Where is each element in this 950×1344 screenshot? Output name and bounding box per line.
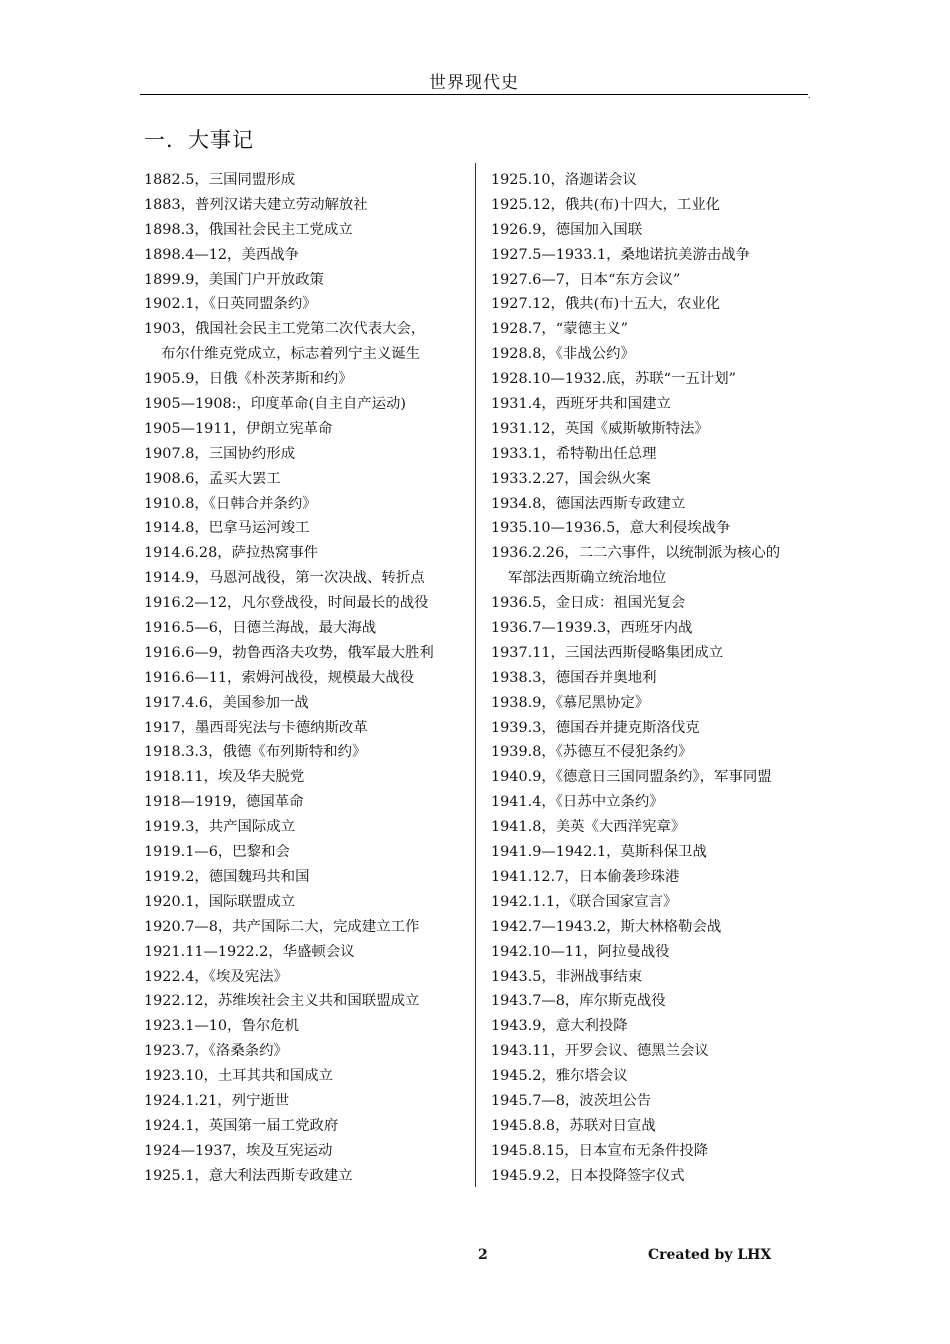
event-entry: 1941.4，《日苏中立条约》	[491, 794, 664, 811]
events-column-right	[491, 168, 813, 1189]
event-entry: 1882.5，三国同盟形成	[144, 172, 296, 188]
event-entry: 1908.6，孟买大罢工	[144, 470, 281, 487]
event-entry: 1931.12，英国《威斯敏斯特法》	[491, 420, 709, 437]
event-entry: 1923.1—10，鲁尔危机	[144, 1018, 300, 1035]
event-entry: 1939.3，德国吞并捷克斯洛伐克	[491, 719, 700, 736]
event-entry: 1917，墨西哥宪法与卡德纳斯改革	[144, 719, 368, 736]
page-number: 2	[478, 1247, 488, 1263]
event-entry: 1943.9，意大利投降	[491, 1018, 628, 1035]
event-entry: 1883，普列汉诺夫建立劳动解放社	[144, 196, 368, 213]
event-entry: 1941.9—1942.1，莫斯科保卫战	[491, 844, 707, 861]
event-entry: 1934.8，德国法西斯专政建立	[491, 495, 686, 512]
event-entry: 1916.2—12，凡尔登战役，时间最长的战役	[144, 595, 429, 612]
event-entry: 1918—1919，德国革命	[144, 794, 304, 811]
column-divider	[475, 163, 476, 1187]
event-entry: 1927.6—7，日本“东方会议”	[491, 271, 681, 288]
event-entry: 1902.1，《日英同盟条约》	[144, 296, 317, 313]
event-entry: 1924.1.21，列宁逝世	[144, 1092, 290, 1109]
event-entry: 1938.9，《慕尼黑协定》	[491, 694, 650, 711]
event-entry: 1920.1，国际联盟成立	[144, 893, 296, 910]
event-entry: 1921.11—1922.2，华盛顿会议	[144, 943, 355, 960]
event-entry: 1945.2，雅尔塔会议	[491, 1068, 628, 1085]
header-rule	[140, 94, 808, 95]
event-entry-continuation: 布尔什维克党成立，标志着列宁主义诞生	[161, 346, 421, 363]
event-entry: 1925.12，俄共(布)十四大，工业化	[491, 196, 721, 213]
event-entry: 1905.9，日俄《朴茨茅斯和约》	[144, 371, 353, 388]
event-entry: 1899.9，美国门户开放政策	[144, 271, 324, 288]
event-entry: 1924.1，英国第一届工党政府	[144, 1117, 339, 1134]
event-entry: 1942.1.1，《联合国家宣言》	[491, 893, 678, 910]
event-entry: 1910.8，《日韩合并条约》	[144, 495, 317, 512]
event-entry: 1919.1—6，巴黎和会	[144, 844, 290, 861]
event-entry: 1936.2.26，二二六事件，以统制派为核心的	[491, 545, 781, 562]
event-entry: 1926.9，德国加入国联	[491, 221, 643, 238]
event-entry: 1927.12，俄共(布)十五大，农业化	[491, 296, 721, 313]
event-entry: 1933.1，希特勒出任总理	[491, 445, 657, 462]
event-entry: 1903，俄国社会民主工党第二次代表大会，	[144, 321, 426, 338]
event-entry: 1938.3，德国吞并奥地利	[491, 669, 657, 686]
event-entry: 1922.12，苏维埃社会主义共和国联盟成立	[144, 993, 420, 1010]
event-entry: 1907.8，三国协约形成	[144, 445, 296, 462]
event-entry: 1945.7—8，波茨坦公告	[491, 1092, 652, 1109]
event-entry: 1914.6.28，萨拉热窝事件	[144, 545, 318, 562]
event-entry: 1939.8，《苏德互不侵犯条约》	[491, 744, 693, 761]
event-entry: 1898.4—12，美西战争	[144, 246, 300, 263]
event-entry: 1940.9，《德意日三国同盟条约》，军事同盟	[491, 769, 772, 786]
event-entry: 1916.5—6，日德兰海战，最大海战	[144, 620, 377, 637]
event-entry: 1937.11，三国法西斯侵略集团成立	[491, 644, 724, 661]
event-entry: 1920.7—8，共产国际二大，完成建立工作	[144, 918, 420, 935]
event-entry: 1925.1，意大利法西斯专政建立	[144, 1167, 353, 1184]
event-entry: 1936.5，金日成：祖国光复会	[491, 595, 686, 612]
event-entry: 1927.5—1933.1，桑地诺抗美游击战争	[491, 246, 751, 263]
page-header-title: 世界现代史	[429, 73, 519, 93]
event-entry: 1942.10—11，阿拉曼战役	[491, 943, 670, 960]
event-entry: 1905—1911，伊朗立宪革命	[144, 420, 333, 437]
event-entry: 1928.8，《非战公约》	[491, 346, 635, 363]
event-entry: 1941.8，美英《大西洋宪章》	[491, 819, 686, 836]
event-entry: 1905—1908:，印度革命(自主自产运动)	[144, 396, 407, 413]
event-entry: 1916.6—11，索姆河战役，规模最大战役	[144, 669, 415, 686]
event-entry: 1923.7，《洛桑条约》	[144, 1043, 288, 1060]
event-entry: 1922.4，《埃及宪法》	[144, 968, 288, 985]
event-entry: 1928.7，“蒙德主义”	[491, 321, 629, 338]
event-entry: 1914.9，马恩河战役，第一次决战、转折点	[144, 570, 425, 587]
footer-credit: Created by LHX	[648, 1247, 772, 1263]
event-entry: 1941.12.7，日本偷袭珍珠港	[491, 868, 680, 885]
event-entry: 1923.10，土耳其共和国成立	[144, 1068, 334, 1085]
event-entry: 1933.2.27，国会纵火案	[491, 470, 651, 487]
event-entry: 1914.8，巴拿马运河竣工	[144, 520, 310, 537]
event-entry: 1943.7—8，库尔斯克战役	[491, 993, 666, 1010]
event-entry: 1945.8.15，日本宣布无条件投降	[491, 1142, 709, 1159]
event-entry: 1931.4，西班牙共和国建立	[491, 396, 671, 413]
event-entry: 1942.7—1943.2，斯大林格勒会战	[491, 918, 722, 935]
header-rule-dot: .	[808, 91, 811, 100]
event-entry: 1936.7—1939.3，西班牙内战	[491, 620, 693, 637]
event-entry: 1945.8.8，苏联对日宣战	[491, 1117, 656, 1134]
event-entry: 1916.6—9，勃鲁西洛夫攻势，俄军最大胜利	[144, 644, 434, 661]
event-entry: 1898.3，俄国社会民主工党成立	[144, 221, 353, 238]
event-entry: 1943.5，非洲战事结束	[491, 968, 643, 985]
event-entry: 1928.10—1932.底，苏联“一五计划”	[491, 371, 736, 388]
event-entry: 1924—1937，埃及互宪运动	[144, 1142, 333, 1159]
event-entry: 1919.3，共产国际成立	[144, 819, 296, 836]
event-entry-continuation: 军部法西斯确立统治地位	[508, 570, 667, 587]
event-entry: 1943.11，开罗会议、德黑兰会议	[491, 1043, 709, 1060]
event-entry: 1935.10—1936.5，意大利侵埃战争	[491, 520, 731, 537]
event-entry: 1945.9.2，日本投降签字仪式	[491, 1167, 685, 1184]
event-entry: 1918.3.3，俄德《布列斯特和约》	[144, 744, 367, 761]
section-title: 一．大事记	[144, 128, 254, 152]
event-entry: 1919.2，德国魏玛共和国	[144, 868, 310, 885]
event-entry: 1917.4.6，美国参加一战	[144, 694, 309, 711]
event-entry: 1918.11，埃及华夫脱党	[144, 769, 305, 786]
events-column-left	[144, 168, 474, 1189]
event-entry: 1925.10，洛迦诺会议	[491, 172, 637, 188]
